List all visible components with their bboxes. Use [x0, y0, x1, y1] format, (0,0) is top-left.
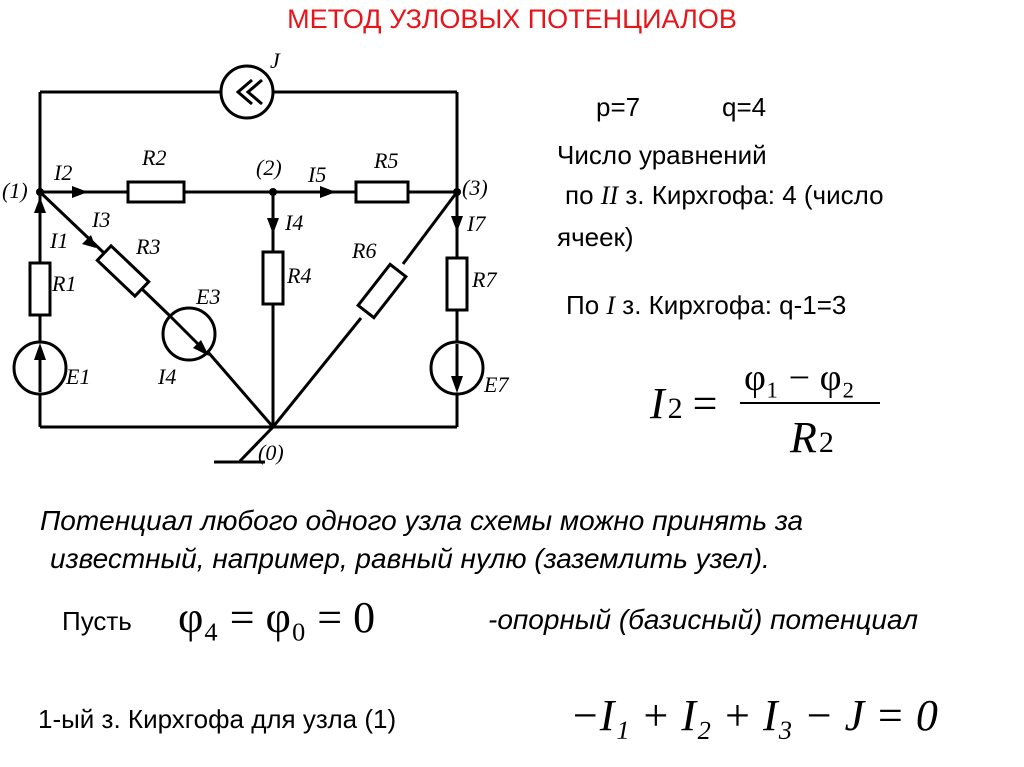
resistor-r1 [30, 263, 50, 315]
resistor-r7 [447, 258, 467, 310]
label-e1: E1 [66, 364, 91, 389]
label-j: J [270, 48, 280, 73]
current-source-j [221, 66, 273, 118]
circuit-diagram [0, 0, 530, 480]
first-law-post: з. Кирхгофа: q-1=3 [622, 290, 847, 320]
label-r6: R6 [352, 238, 377, 263]
eq-count-line3: ячеек) [557, 222, 634, 252]
label-i2: I2 [54, 160, 73, 185]
node-dot-2 [269, 188, 277, 196]
label-node-3: (3) [462, 175, 488, 200]
label-e3: E3 [196, 284, 221, 309]
label-r1: R1 [52, 271, 77, 296]
ref-potential-label: -опорный (базисный) потенциал [488, 604, 919, 635]
first-law-pre: По [566, 290, 600, 320]
formula-i2-equals: = [692, 379, 718, 428]
arrow-i4 [267, 218, 279, 234]
kcl-formula: −I₁ + I₂ + I₃ − J = 0 [570, 691, 938, 740]
first-law-number: I [606, 291, 616, 320]
formula-i2-den-sub: 2 [818, 426, 834, 459]
label-i1: I1 [50, 228, 69, 253]
formula-i2-lhs-symbol: I [650, 379, 665, 428]
label-r3: R3 [136, 234, 161, 259]
label-i4-e3: I4 [158, 364, 177, 389]
label-i4: I4 [285, 210, 304, 235]
paragraph-line1: Потенциал любого одного узла схемы можно принять за [40, 505, 804, 536]
voltage-source-e7 [431, 342, 483, 394]
kcl-label: 1-ый з. Кирхгофа для узла (1) [38, 704, 397, 734]
arrow-i5 [320, 186, 336, 198]
node-dot-1 [36, 188, 44, 196]
voltage-source-e1 [14, 342, 66, 394]
eq-count-line1: Число уравнений [557, 140, 767, 170]
formula-i2-lhs [650, 378, 717, 429]
label-i3: I3 [92, 207, 111, 232]
p-value: p=7 [596, 92, 641, 122]
label-node-1: (1) [2, 178, 28, 203]
arrow-i1 [34, 197, 46, 213]
first-law-line [566, 290, 846, 321]
eq-count-law-number: II [600, 181, 619, 210]
resistor-r2 [128, 182, 184, 202]
eq-count-line2-post: з. Кирхгофа: 4 (число [625, 180, 884, 210]
formula-i2-denominator [790, 412, 834, 463]
arrow-i7 [451, 216, 463, 232]
resistor-r5 [356, 182, 408, 202]
label-node-0: (0) [258, 440, 284, 465]
formula-i2-fraction-bar [740, 402, 880, 404]
formula-i2-lhs-sub: 2 [667, 392, 683, 425]
paragraph-line2: известный, например, равный нулю (заземлить узел). [50, 543, 770, 574]
formula-i2-den-symbol: R [790, 413, 817, 462]
page-title: МЕТОД УЗЛОВЫХ ПОТЕНЦИАЛОВ [287, 4, 737, 34]
label-i7: I7 [467, 211, 486, 236]
q-value: q=4 [722, 92, 767, 122]
label-i5: I5 [308, 162, 327, 187]
label-r5: R5 [374, 148, 399, 173]
node-dot-3 [453, 188, 461, 196]
resistor-r4 [263, 252, 283, 304]
ref-potential-formula: φ₄ = φ₀ = 0 [178, 593, 376, 642]
label-r2: R2 [142, 145, 167, 170]
label-e7: E7 [484, 372, 509, 397]
label-r4: R4 [287, 263, 312, 288]
arrow-i2 [72, 186, 88, 198]
label-node-2: (2) [256, 155, 282, 180]
eq-count-line2-pre: по [565, 180, 594, 210]
formula-i2-numerator: φ₁ − φ₂ [744, 357, 855, 399]
let-word: Пусть [62, 606, 132, 636]
voltage-source-e3 [163, 308, 215, 360]
label-r7: R7 [472, 267, 497, 292]
resistor-r6 [358, 264, 406, 317]
eq-count-line2 [565, 180, 884, 211]
